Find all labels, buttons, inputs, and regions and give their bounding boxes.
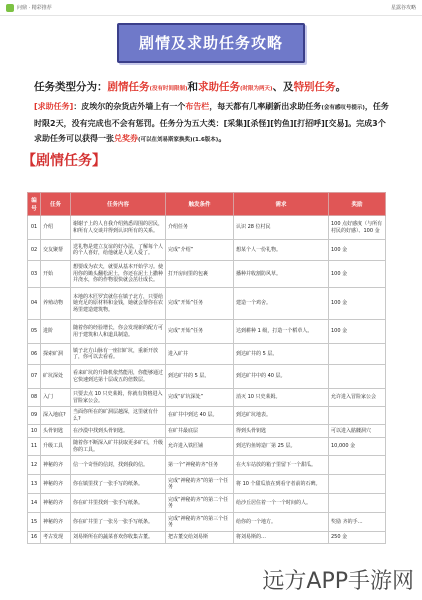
cell-trigger: 在矿井中到达 40 层。 — [166, 407, 234, 425]
cell-task: 介绍 — [41, 216, 71, 240]
cell-reward — [329, 407, 386, 425]
cell-requirement: 播种并收割防风草。 — [234, 261, 329, 288]
cell-number: 09 — [28, 407, 41, 425]
para-end: 。 — [218, 134, 227, 143]
plot-task-label: 剧情任务 — [107, 81, 150, 93]
types-and: 和 — [187, 81, 199, 93]
cell-reward — [329, 456, 386, 475]
help-task-description — [34, 99, 392, 148]
cell-trigger: 完成“神秘的齐”的第一个任务 — [166, 475, 234, 494]
cell-reward — [329, 365, 386, 389]
cell-task: 升级工具 — [41, 438, 71, 456]
cell-reward: 允许进入冒险家公会 — [329, 389, 386, 407]
cell-reward: 10,000 金 — [329, 438, 386, 456]
cell-requirement: 消灭 10 只史莱姆。 — [234, 389, 329, 407]
cell-trigger: 到达矿井的 5 层。 — [166, 365, 234, 389]
cell-requirement: 达到耕种 1 级，打造一个稻草人。 — [234, 320, 329, 344]
cell-reward — [329, 475, 386, 494]
cell-task: 神秘的齐 — [41, 475, 71, 494]
help-task-label: 求助任务 — [198, 81, 241, 93]
cell-trigger: 在矿井最底层 — [166, 425, 234, 438]
cell-trigger: 完成“介绍” — [166, 240, 234, 261]
site-brand[interactable] — [6, 4, 52, 12]
cell-number: 03 — [28, 261, 41, 288]
cell-content: 刘易斯所在的蔬菜喜欢你收集古董。 — [71, 532, 166, 544]
cell-number: 07 — [28, 365, 41, 389]
para-line1: ：皮埃尔的杂货店外墙上有一个 — [73, 102, 186, 111]
cell-content: 信一个奇怪的信封，找到我的信。 — [71, 456, 166, 475]
cell-content: 谢谢子上的人自我介绍熟悉周围的居民，和所有人交谈并得到认识所有的关系。 — [71, 216, 166, 240]
table-row — [28, 240, 386, 261]
cell-task: 矿坑深处 — [41, 365, 71, 389]
cell-trigger: 介绍任务 — [166, 216, 234, 240]
section-title: 【剧情任务】 — [22, 153, 106, 169]
cell-reward: 250 金 — [329, 532, 386, 544]
cell-requirement: 将刘易斯的… — [234, 532, 329, 544]
cell-requirement: 给沙丘居住着一个一个时间的人。 — [234, 494, 329, 513]
cell-task: 神秘的齐 — [41, 456, 71, 475]
help-task-tag: [求助任务] — [34, 102, 74, 111]
watermark-text: 远方APP手游网 — [262, 569, 414, 594]
cell-number: 04 — [28, 288, 41, 320]
cell-number: 06 — [28, 344, 41, 365]
cell-task: 养殖动物 — [41, 288, 71, 320]
cell-requirement: 将 10 个甜瓜放在到看守者前的石碑。 — [234, 475, 329, 494]
table-row — [28, 456, 386, 475]
plot-task-note: (没有时间限制) — [149, 86, 188, 92]
cell-trigger: 完成“神秘的齐”的第二个任务 — [166, 494, 234, 513]
cell-content: 镇子北方山脉有一座旧矿坑，重新开放了，你可以去看看。 — [71, 344, 166, 365]
cell-trigger: 允许进入铁匠铺 — [166, 438, 234, 456]
col-header-requirement: 需求 — [234, 193, 329, 216]
types-sep: 、及 — [272, 81, 294, 93]
plot-task-table — [27, 192, 386, 544]
cell-requirement: 建造一个鸡舍。 — [234, 288, 329, 320]
para-line1-note: (会有感叹号提示) — [321, 105, 365, 111]
cell-content: 当面你所在的矿洞层越深，这里就有什么? — [71, 407, 166, 425]
cell-requirement: 到达矿井的 5 层。 — [234, 344, 329, 365]
cell-number: 08 — [28, 389, 41, 407]
cell-reward: 100 点好感度（与所有村民的好感）、100 金 — [329, 216, 386, 240]
table-row — [28, 320, 386, 344]
cell-content: 随着你不断深入矿井获取更多矿石，升级你的工具。 — [71, 438, 166, 456]
table-row — [28, 475, 386, 494]
types-end: 。 — [335, 81, 347, 93]
cell-reward — [329, 494, 386, 513]
cell-requirement: 在火车站放的箱子里留下一个甜瓜。 — [234, 456, 329, 475]
table-row — [28, 513, 386, 532]
cell-content: 你在矿井里了一张另一张手写纸条。 — [71, 513, 166, 532]
cell-number: 15 — [28, 513, 41, 532]
cell-number: 01 — [28, 216, 41, 240]
cell-trigger: 完成“矿坑深处” — [166, 389, 234, 407]
cell-content: 在沙漠中找到头骨钥匙。 — [71, 425, 166, 438]
cell-number: 05 — [28, 320, 41, 344]
cell-number: 16 — [28, 532, 41, 544]
table-row — [28, 425, 386, 438]
table-header-row — [28, 193, 386, 216]
cell-reward: 100 金 — [329, 320, 386, 344]
help-task-note: (时限为两天) — [240, 86, 273, 92]
cell-trigger: 第一个“神秘的齐”任务 — [166, 456, 234, 475]
cell-number: 11 — [28, 438, 41, 456]
cell-task: 入门 — [41, 389, 71, 407]
cell-reward: 100 金 — [329, 240, 386, 261]
cell-task: 头骨钥匙 — [41, 425, 71, 438]
table-row — [28, 407, 386, 425]
site-logo-icon — [6, 4, 14, 12]
para-line1b: ，每天都有几率刷新出求助任务 — [209, 102, 322, 111]
cell-number: 14 — [28, 494, 41, 513]
top-bar — [0, 0, 422, 16]
table-row — [28, 389, 386, 407]
cell-requirement: 想某个人一份礼物。 — [234, 240, 329, 261]
site-name: 问鼎 · 精彩推荐 — [17, 5, 52, 11]
cell-task: 深入地底? — [41, 407, 71, 425]
table-row — [28, 438, 386, 456]
cell-number: 10 — [28, 425, 41, 438]
cell-content: 本地的木匠罗宾就住在镇子北方，只要给她充足的原材料和金钱，她就会帮你在农场里建造建筑物。 — [71, 288, 166, 320]
cell-task: 神秘的齐 — [41, 513, 71, 532]
col-header-reward: 奖励 — [329, 193, 386, 216]
task-types-line — [34, 79, 422, 94]
table-body — [28, 216, 386, 544]
cell-reward: 100 金 — [329, 261, 386, 288]
reward-ticket-text: 兑奖券 — [114, 134, 138, 143]
cell-reward — [329, 344, 386, 365]
cell-content: 看来矿坑的升降机依然能用，你能够通过它快速到达第十层或五的倍数层。 — [71, 365, 166, 389]
cell-trigger: 把古董交给刘易斯 — [166, 532, 234, 544]
cell-number: 02 — [28, 240, 41, 261]
table-row — [28, 216, 386, 240]
title-area — [0, 23, 422, 63]
cell-requirement: 得到头骨钥匙 — [234, 425, 329, 438]
para-line2: ，任务时限2天，没有完成也不会有惩罚。任务分为五大类：[采集][杀怪][钓鱼][打招呼][交易]。 — [34, 102, 389, 128]
cell-task: 开始 — [41, 261, 71, 288]
cell-task: 考古发现 — [41, 532, 71, 544]
table-row — [28, 261, 386, 288]
cell-trigger: 打开房间里的包裹 — [166, 261, 234, 288]
cell-trigger: 完成“神秘的齐”的第三个任务 — [166, 513, 234, 532]
col-header-trigger: 触发条件 — [166, 193, 234, 216]
cell-requirement: 到达矿井中的 40 层。 — [234, 365, 329, 389]
cell-content: 你在矿井里找到一张手写纸条。 — [71, 494, 166, 513]
col-header-number: 编号 — [28, 193, 41, 216]
cell-number: 13 — [28, 475, 41, 494]
cell-content: 只要去点 10 只史莱姆，你就有资格进入冒险家公会。 — [71, 389, 166, 407]
cell-trigger: 进入矿井 — [166, 344, 234, 365]
cell-content: 随着你的经验增长，你会发现新的配方可用于建筑和人和道具制造。 — [71, 320, 166, 344]
cell-trigger: 完成“开始”任务 — [166, 320, 234, 344]
table-row — [28, 288, 386, 320]
table-row — [28, 532, 386, 544]
cell-requirement: 到达矿坑地表。 — [234, 407, 329, 425]
types-prefix: 任务类型分为： — [34, 81, 108, 93]
cell-reward: 可以进入骷髅洞穴 — [329, 425, 386, 438]
cell-trigger: 完成“开始”任务 — [166, 288, 234, 320]
table-row — [28, 365, 386, 389]
cell-content: 想要成为农夫，就要从基本开始学习。使用你的锄头翻松泥土，你还在泥土上撒种并浇水，你的作物很快就会茁壮成长。 — [71, 261, 166, 288]
cell-task: 神秘的齐 — [41, 494, 71, 513]
cell-task: 探索矿洞 — [41, 344, 71, 365]
page-title-banner: 剧情及求助任务攻略 — [117, 23, 305, 63]
cell-content: 你在镇里找了一张手写的纸条。 — [71, 475, 166, 494]
cell-reward: 100 金 — [329, 288, 386, 320]
top-right-link[interactable]: 星露谷攻略 — [390, 5, 416, 11]
cell-requirement: 给你的一个地方。 — [234, 513, 329, 532]
cell-number: 12 — [28, 456, 41, 475]
col-header-content: 任务内容 — [71, 193, 166, 216]
para-line3: 完成3个求助任务可以获得一张 — [34, 119, 386, 143]
cell-task: 交友聚帮 — [41, 240, 71, 261]
bulletin-board-text: 布告栏 — [185, 102, 210, 111]
cell-requirement: 认识 28 位村民 — [234, 216, 329, 240]
cell-requirement: 到达钓鱼铸造厂第 25 层。 — [234, 438, 329, 456]
cell-reward: 奖励 齐的手… — [329, 513, 386, 532]
cell-content: 送礼物是建立友谊的好办法，了解每个人的个人喜好，给他就是人见人爱了。 — [71, 240, 166, 261]
col-header-task: 任务 — [41, 193, 71, 216]
table-row — [28, 344, 386, 365]
cell-task: 进阶 — [41, 320, 71, 344]
table-row — [28, 494, 386, 513]
reward-note: (可以在刘易斯家换奖)(1.6版本) — [138, 137, 219, 143]
special-task-label: 特别任务 — [293, 81, 336, 93]
